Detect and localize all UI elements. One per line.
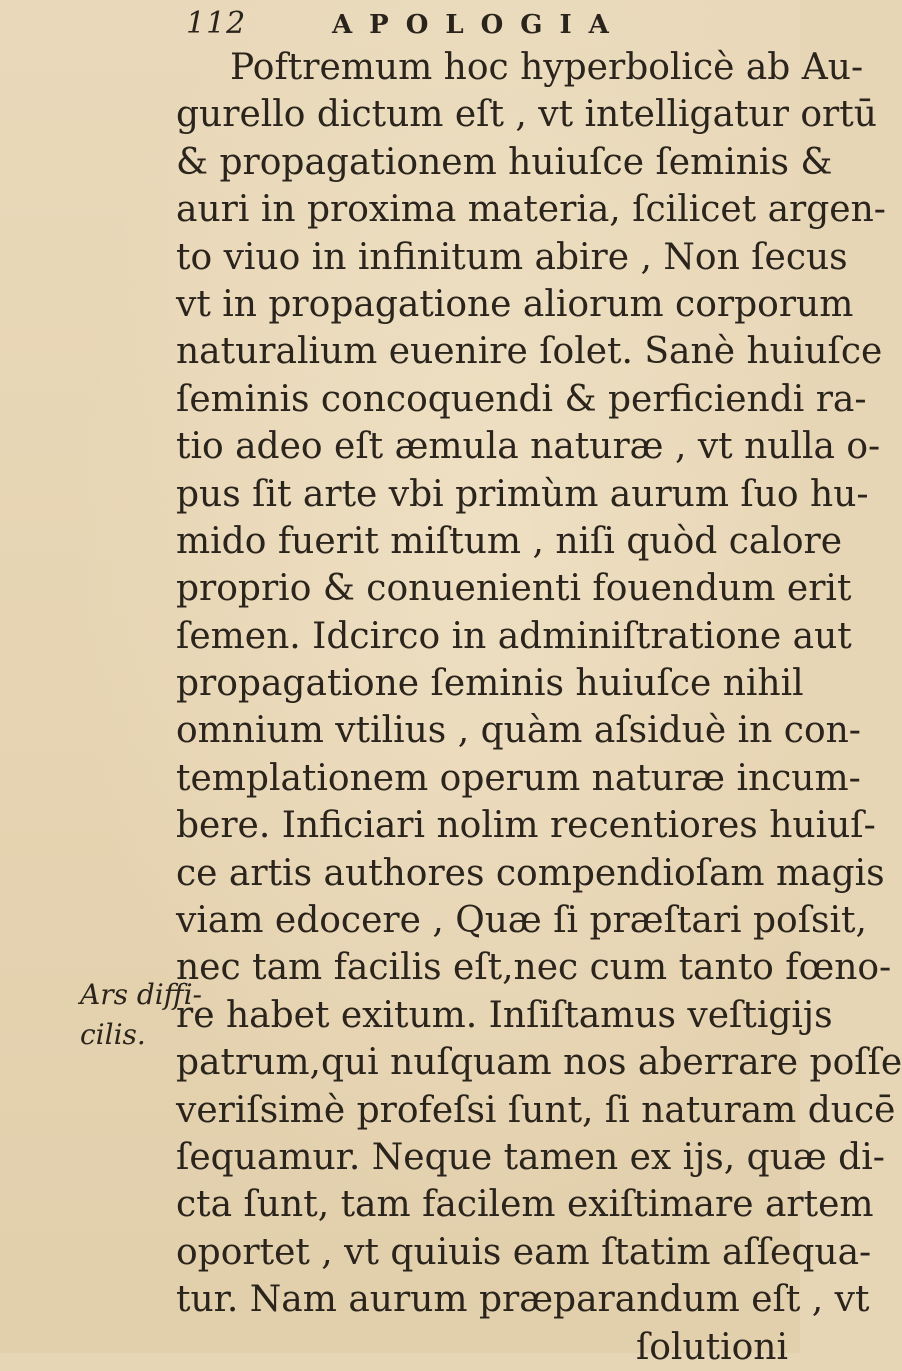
- text-line: gurello dictum eſt , vt intelligatur ortū: [176, 94, 877, 136]
- text-line: proprio & conuenienti fouendum erit: [176, 568, 852, 610]
- text-line: ſequamur. Neque tamen ex ijs, quæ di-: [176, 1136, 885, 1178]
- text-line: to viuo in infinitum abire , Non ſecus: [176, 236, 848, 278]
- text-line: tio adeo eſt æmula naturæ , vt nulla o-: [176, 426, 881, 468]
- text-line: ce artis authores compendioſam magis: [176, 852, 885, 894]
- text-line: mido fuerit miſtum , niſi quòd calore: [176, 520, 843, 562]
- text-line: oportet , vt quiuis eam ſtatim aſſequa-: [176, 1231, 872, 1273]
- marginal-note-line: Ars diffi-: [80, 978, 203, 1011]
- text-line: auri in proxima materia, ſcilicet argen-: [176, 189, 886, 231]
- text-line: vt in propagatione aliorum corporum: [176, 283, 854, 325]
- text-line: ſeminis concoquendi & perficiendi ra-: [176, 378, 867, 420]
- text-line: re habet exitum. Inſiſtamus veſtigijs: [176, 994, 833, 1036]
- text-line: templationem operum naturæ incum-: [176, 757, 861, 799]
- text-line: ſemen. Idcirco in adminiſtratione aut: [176, 615, 852, 657]
- body-text: [176, 44, 902, 1371]
- text-line: omnium vtilius , quàm aſsiduè in con-: [176, 710, 861, 752]
- text-line: Poftremum hoc hyperbolicè ab Au-: [230, 47, 864, 88]
- page-number: 112: [186, 6, 247, 41]
- text-line: tur. Nam aurum præparandum eſt , vt: [176, 1279, 870, 1321]
- text-line: viam edocere , Quæ ſi præſtari poſsit,: [176, 900, 867, 942]
- text-line: bere. Inficiari nolim recentiores huiuſ-: [176, 805, 876, 847]
- text-line: verіſsimè profeſsi ſunt, ſi naturam ducē: [176, 1089, 896, 1131]
- page-header: [186, 6, 786, 46]
- marginal-note-line: cilis.: [80, 1018, 146, 1051]
- text-line: nec tam facilis eſt,nec cum tanto fœno-: [176, 947, 892, 989]
- running-head: APOLOGIA: [332, 10, 626, 40]
- text-line: patrum,qui nuſquam nos aberrare poſſe: [176, 1042, 902, 1084]
- text-line: naturalium euenire ſolet. Sanè huiuſce: [176, 331, 883, 373]
- text-line: propagatione ſeminis huiuſce nihil: [176, 663, 804, 705]
- text-line: cta ſunt, tam facilem exiſtimare artem: [176, 1184, 874, 1226]
- text-line: ſolutioni: [635, 1326, 788, 1368]
- text-line: pus ſit arte vbi primùm aurum ſuo hu-: [176, 473, 869, 515]
- text-line: & propagationem huiuſce ſeminis &: [176, 141, 833, 183]
